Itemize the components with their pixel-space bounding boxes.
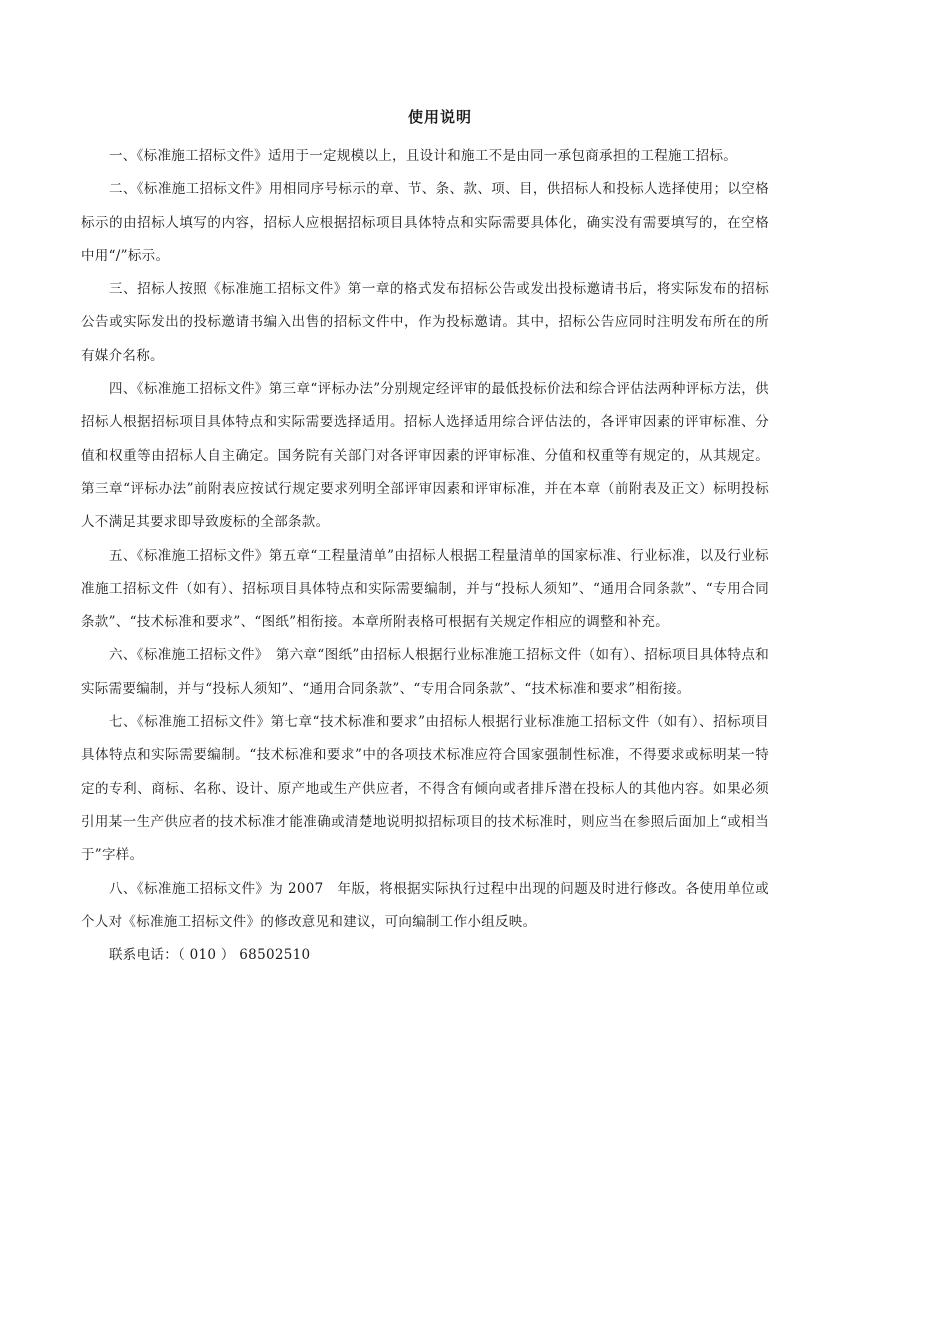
paragraph-1: 一、《标准施工招标文件》适用于一定规模以上，且设计和施工不是由同一承包商承担的工程施工招标。: [109, 148, 738, 164]
paragraph-7: 七、《标准施工招标文件》第七章“技术标准和要求”由招标人根据行业标准施工招标文件（如有）、招标项目具体特点和实际需要编制。“技术标准和要求”中的各项技术标准应符合国家强制性标准，不得要求或标明某一特定的专利、商标、名称、设计、原产地或生产供应者，不得含有倾向或者排斥潜在投标人的其他内容。如果必须引用某一生产供应者的技术标准才能准确或清楚地说明拟招标项目的技术标准时，则应当在参照后面加上“或相当于”字样。: [81, 714, 769, 864]
paragraph-3: 三、招标人按照《标准施工招标文件》第一章的格式发布招标公告或发出投标邀请书后，将实际发布的招标公告或实际发出的投标邀请书编入出售的招标文件中，作为投标邀请。其中，招标公告应同时注明发布所在的所有媒介名称。: [81, 281, 769, 364]
paragraph-6: 六、《标准施工招标文件》 第六章“图纸”由招标人根据行业标准施工招标文件（如有）、招标项目具体特点和实际需要编制，并与“投标人须知”、“通用合同条款”、“专用合同条款”、“技术标准和要求”相衔接。: [81, 647, 769, 697]
document-body: [81, 140, 769, 972]
contact-phone: 联系电话：（ 010 ） 68502510: [109, 947, 311, 964]
paragraph-8: 八、《标准施工招标文件》为 2007 年版，将根据实际执行过程中出现的问题及时进行修改。各使用单位或个人对《标准施工招标文件》的修改意见和建议，可向编制工作小组反映。: [81, 880, 769, 930]
paragraph-2: 二、《标准施工招标文件》用相同序号标示的章、节、条、款、项、目，供招标人和投标人选择使用；以空格标示的由招标人填写的内容，招标人应根据招标项目具体特点和实际需要具体化，确实没有需要填写的，在空格中用“/”标示。: [81, 181, 769, 264]
paragraph-5: 五、《标准施工招标文件》第五章“工程量清单”由招标人根据工程量清单的国家标准、行业标准，以及行业标准施工招标文件（如有）、招标项目具体特点和实际需要编制，并与“投标人须知”、“通用合同条款”、“专用合同条款”、“技术标准和要求”、“图纸”相衔接。本章所附表格可根据有关规定作相应的调整和补充。: [81, 547, 769, 631]
paragraph-4: 四、《标准施工招标文件》第三章“评标办法”分别规定经评审的最低投标价法和综合评估法两种评标方法，供招标人根据招标项目具体特点和实际需要选择适用。招标人选择适用综合评估法的，各评审因素的评审标准、分值和权重等由招标人自主确定。国务院有关部门对各评审因素的评审标准、分值和权重等有规定的，从其规定。第三章“评标办法”前附表应按试行规定要求列明全部评审因素和评审标准，并在本章（前附表及正文）标明投标人不满足其要求即导致废标的全部条款。: [81, 381, 769, 531]
page-title: 使用说明: [407, 108, 472, 126]
